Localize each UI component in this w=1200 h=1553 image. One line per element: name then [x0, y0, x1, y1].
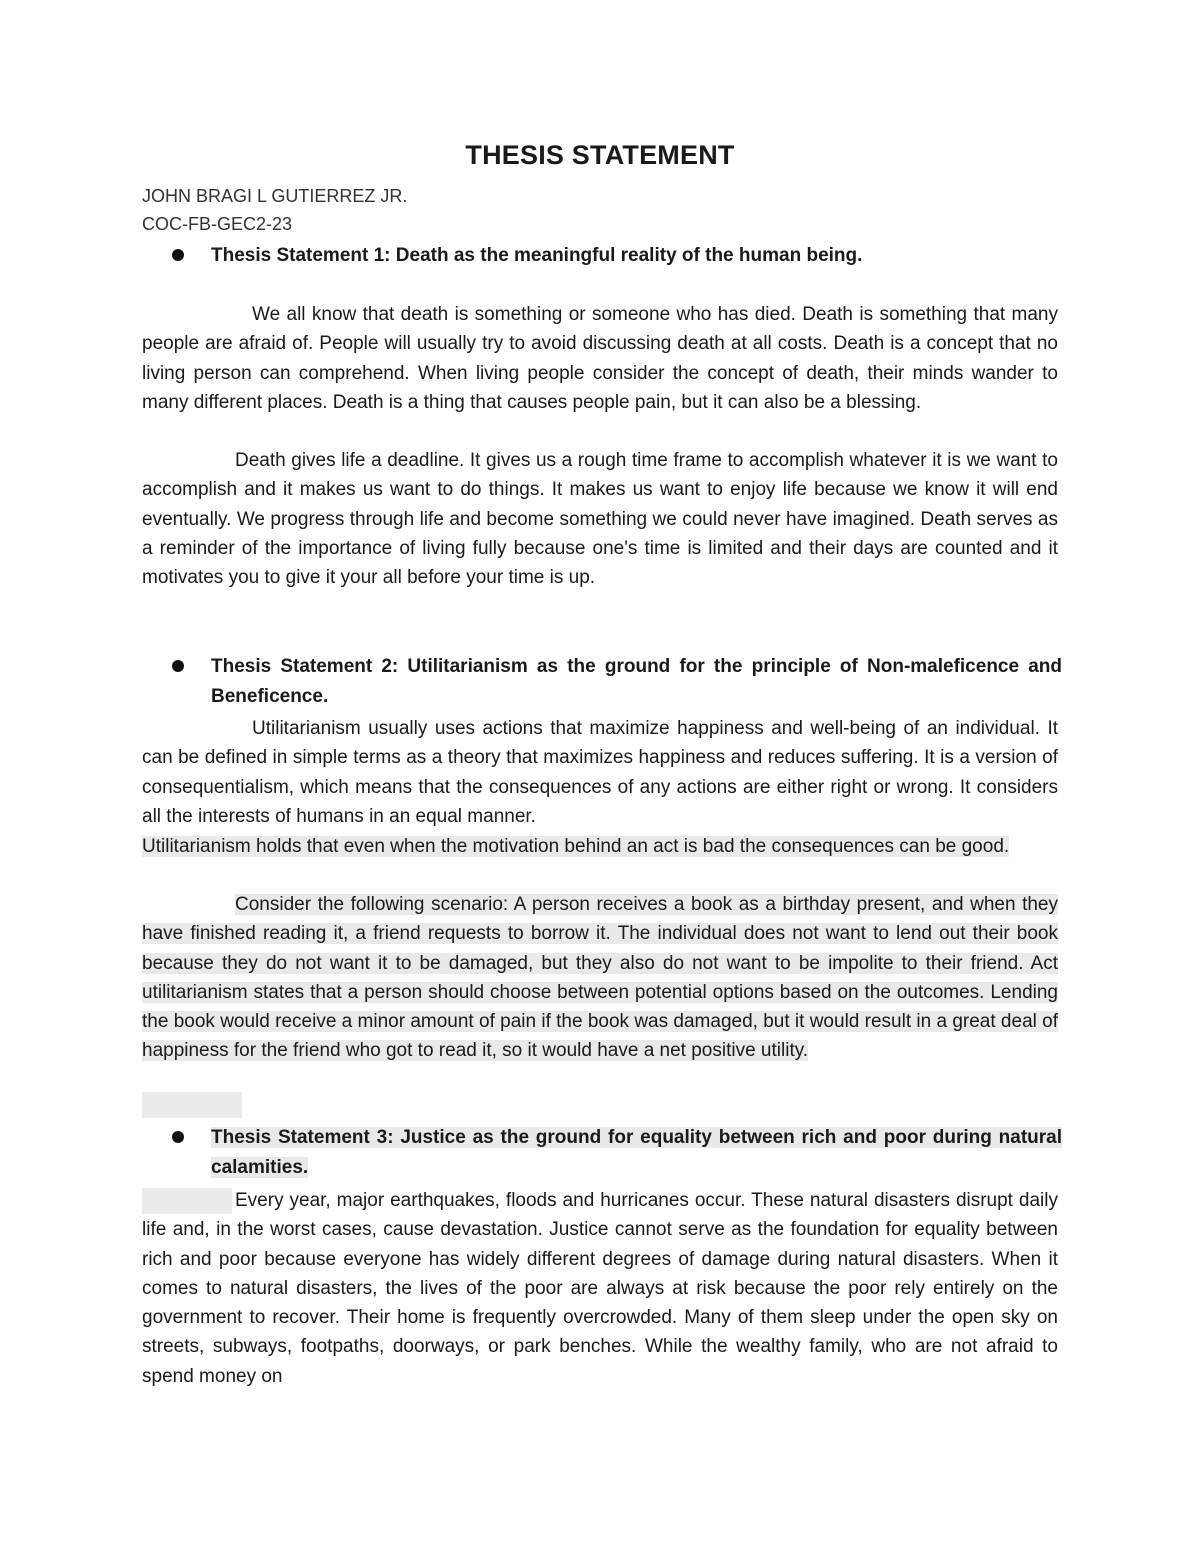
bullet-icon — [172, 249, 184, 261]
thesis-3-paragraph-1: Every year, major earthquakes, floods and hurricanes occur. These natural disasters disrupt daily life and, in the worst cases, cause devastation. Justice cannot serve as the foundation for equality between rich and poor because everyone has widely different degrees of damage during natural disasters. When it comes to natural disasters, the lives of the poor are always at risk because the poor rely entirely on the government to recover. Their home is frequently overcrowded. Many of them sleep under the open sky on streets, subways, footpaths, doorways, or park benches. While the wealthy family, who are not afraid to spend money on — [142, 1190, 1058, 1387]
thesis-1-paragraph-1: We all know that death is something or someone who has died. Death is something that many people are afraid of. People will usually try to avoid discussing death at all costs. Death is a concept that no living person can comprehend. When living people consider the concept of death, their minds wander to many different places. Death is a thing that causes people pain, but it can also be a blessing. — [142, 304, 1058, 413]
highlighted-heading-text: Thesis Statement 3: Justice as the ground for equality between rich and poor during natural calamities. — [211, 1127, 1062, 1178]
highlighted-text: Utilitarianism holds that even when the motivation behind an act is bad the consequences can be good. — [142, 836, 1010, 857]
thesis-2-paragraph-2 — [142, 832, 1058, 861]
thesis-2-paragraph-3 — [142, 890, 1058, 1066]
thesis-heading-3 — [172, 1123, 1062, 1183]
author-name: JOHN BRAGI L GUTIERREZ JR. — [142, 186, 408, 206]
thesis-1-paragraph-2: Death gives life a deadline. It gives us a rough time frame to accomplish whatever it is we want to accomplish and it makes us want to do things. It makes us want to enjoy life because we know it will end eventually. We progress through life and become something we could never have imagined. Death serves as a reminder of the importance of living fully because one's time is limited and their days are counted and it motivates you to give it your all before your time is up. — [142, 450, 1058, 589]
bullet-icon — [172, 660, 184, 672]
thesis-heading-1: Thesis Statement 1: Death as the meaningful reality of the human being. — [172, 241, 1062, 271]
highlight-block — [142, 1092, 242, 1118]
highlighted-text: Consider the following scenario: A person receives a book as a birthday present, and when they have finished reading it, a friend requests to borrow it. The individual does not want to lend out their book because they do not want it to be damaged, but they also do not want to be impolite to their friend. Act utilitarianism states that a person should choose between potential options based on the outcomes. Lending the book would receive a minor amount of pain if the book was damaged, but it would result in a great deal of happiness for the friend who got to read it, so it would have a net positive utility. — [142, 894, 1058, 1062]
thesis-2-paragraph-1: Utilitarianism usually uses actions that maximize happiness and well-being of an individual. It can be defined in simple terms as a theory that maximizes happiness and reduces suffering. It is a version of consequentialism, which means that the consequences of any actions are either right or wrong. It considers all the interests of humans in an equal manner. — [142, 718, 1058, 827]
course-code: COC-FB-GEC2-23 — [142, 214, 293, 234]
document-title: THESIS STATEMENT — [465, 140, 735, 170]
thesis-heading-2: Thesis Statement 2: Utilitarianism as the ground for the principle of Non-maleficence and Beneficence. — [172, 652, 1062, 712]
bullet-icon — [172, 1131, 184, 1143]
